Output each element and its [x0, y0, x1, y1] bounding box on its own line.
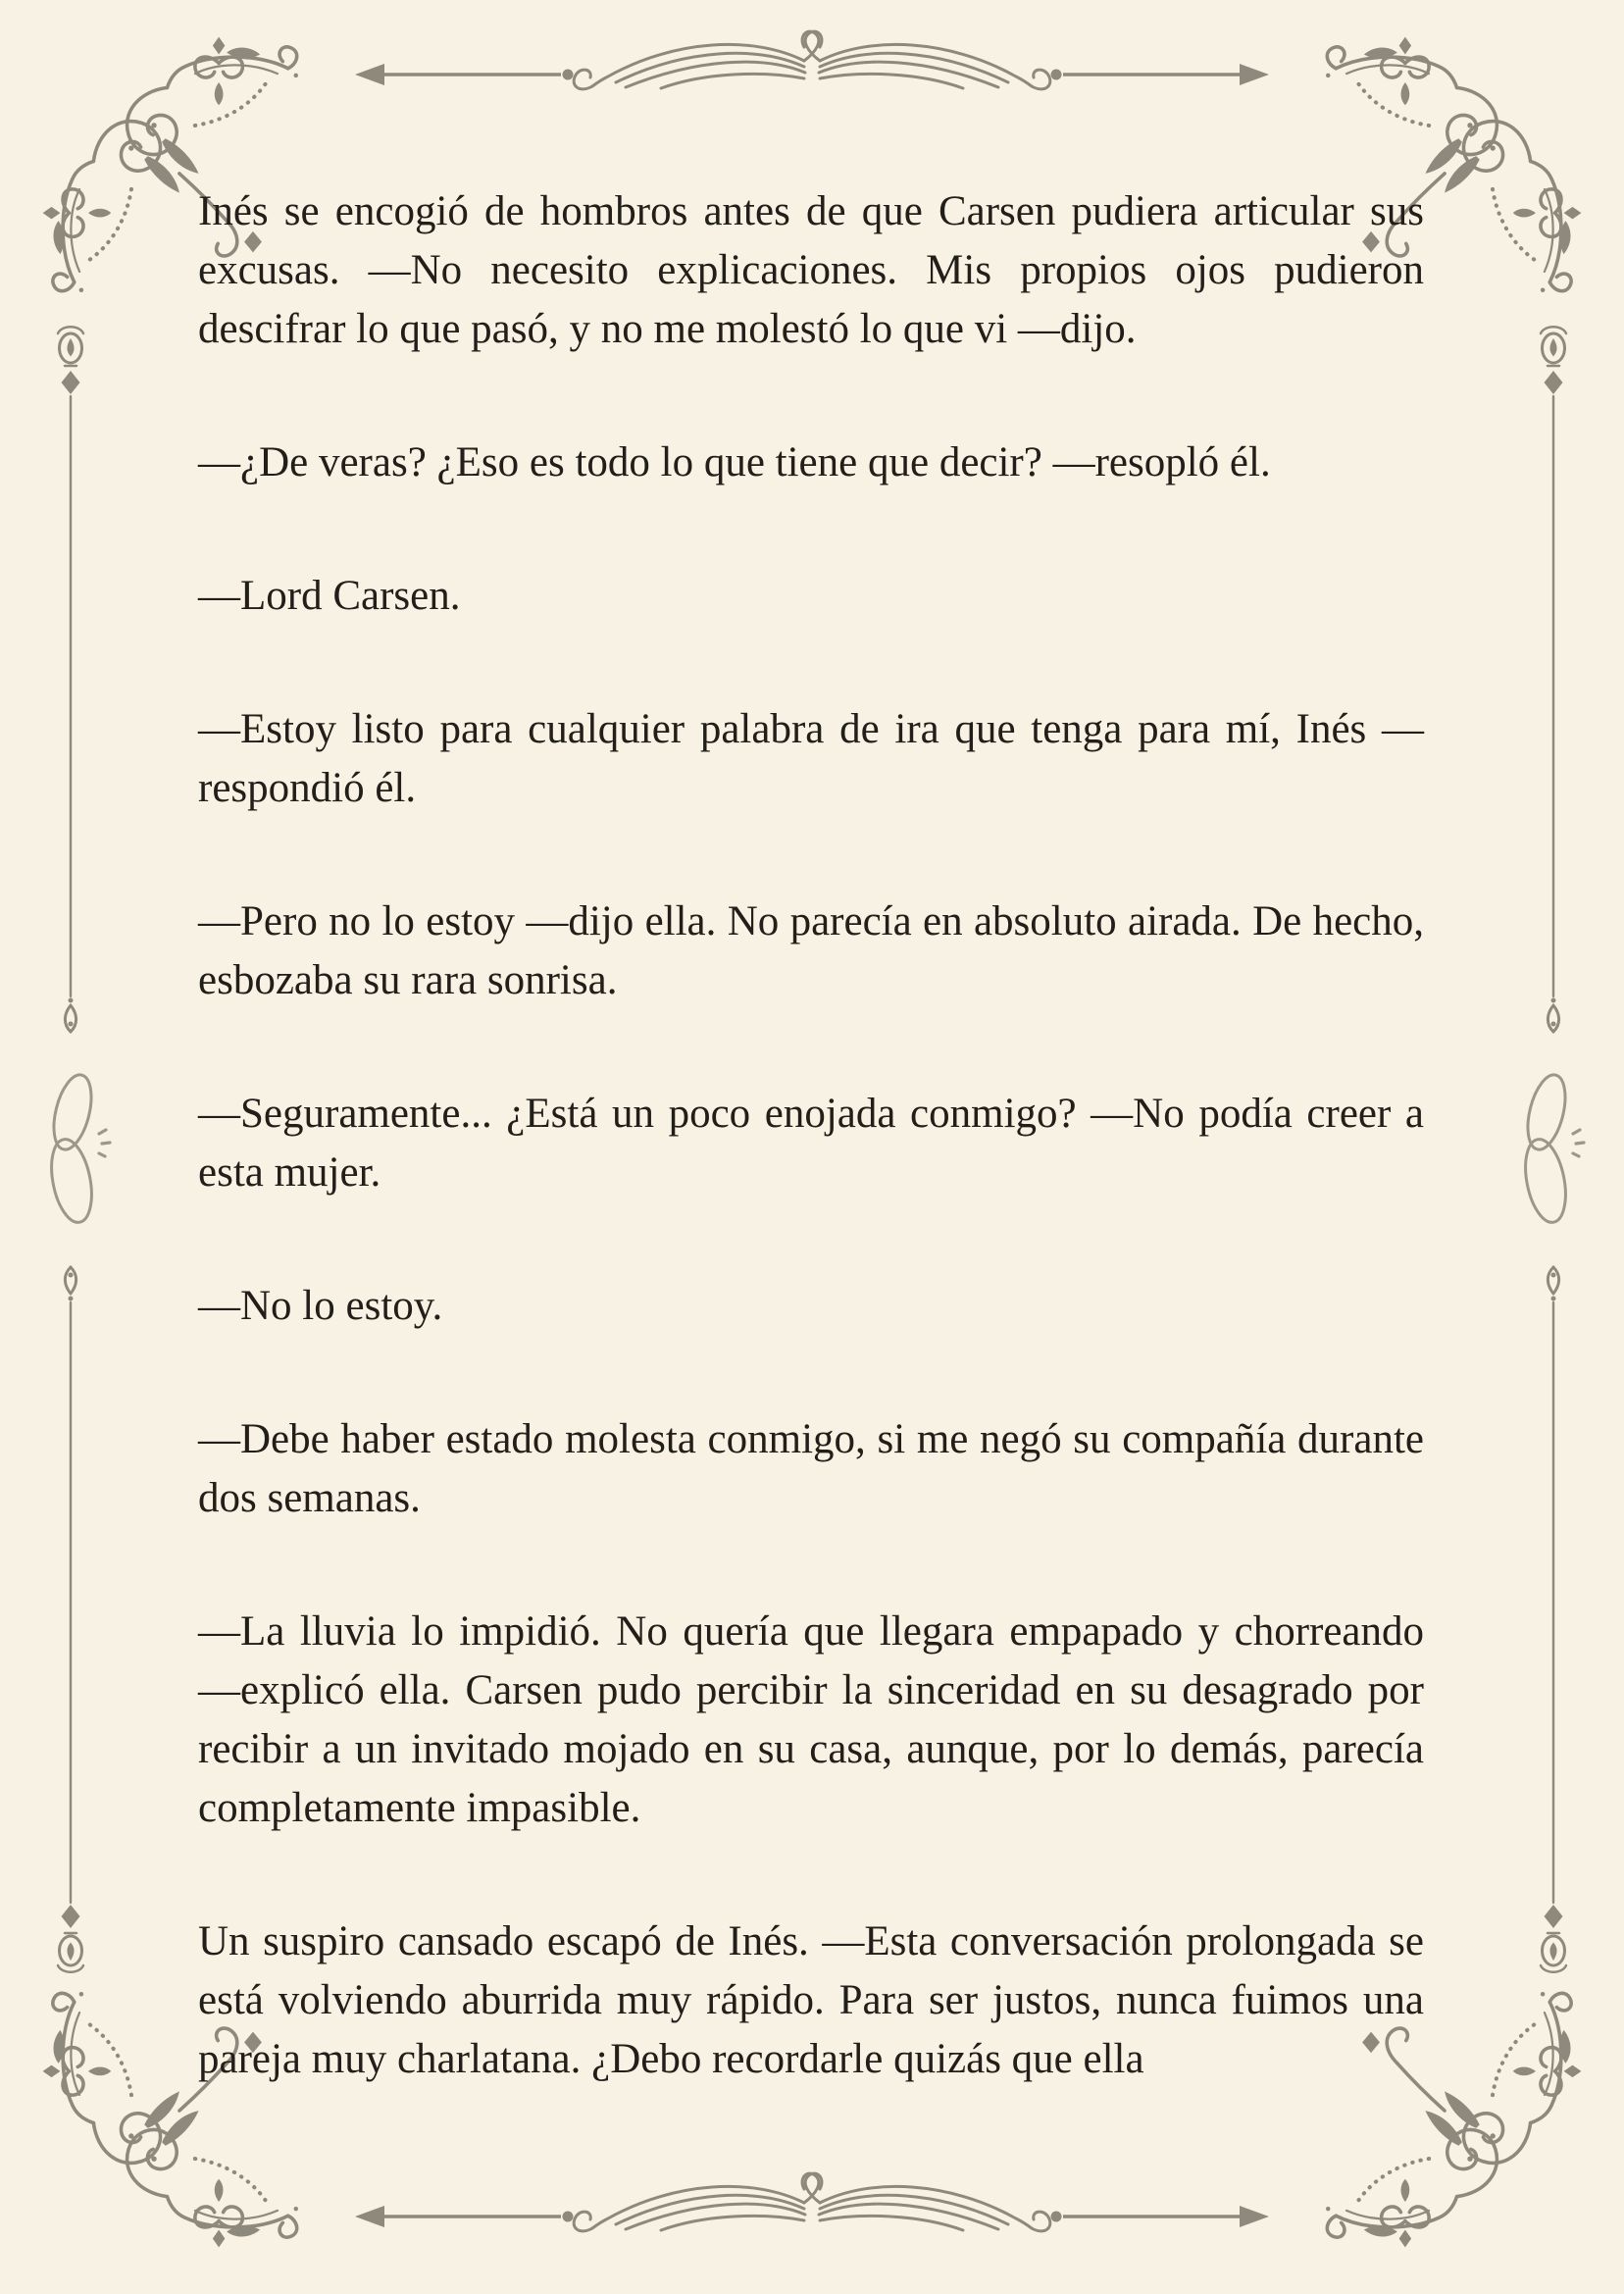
- paragraph: Inés se encogió de hombros antes de que Carsen pudiera articular sus excusas. —No necesito explicaciones. Mis propios ojos pudieron descifrar lo que pasó, y no me molestó lo que vi —dijo.: [198, 188, 1424, 352]
- paragraph: —¿De veras? ¿Eso es todo lo que tiene que decir? —resopló él.: [198, 439, 1271, 485]
- right-scroll-ornament: [1519, 1069, 1588, 1226]
- paragraph: —Lord Carsen.: [198, 573, 461, 619]
- right-top-rule-ornament: [1536, 322, 1571, 1044]
- paragraph: —Seguramente... ¿Está un poco enojada conmigo? —No podía creer a esta mujer.: [198, 1091, 1424, 1196]
- top-divider-ornament: [351, 27, 1273, 122]
- left-bottom-rule-ornament: [53, 1255, 88, 1977]
- paragraph: Un suspiro cansado escapó de Inés. —Esta conversación prolongada se está volviendo aburrida muy rápido. Para ser justos, nunca fuimos una pareja muy charlatana. ¿Debo recordarle quizás que ella: [198, 1918, 1424, 2082]
- paragraph: —Debe haber estado molesta conmigo, si me negó su compañía durante dos semanas.: [198, 1416, 1424, 1521]
- paragraph: —Pero no lo estoy —dijo ella. No parecía en absoluto airada. De hecho, esbozaba su rara sonrisa.: [198, 898, 1424, 1003]
- left-scroll-ornament: [45, 1069, 114, 1226]
- paragraph: —No lo estoy.: [198, 1283, 443, 1329]
- page-text: [198, 182, 1424, 2089]
- paragraph: —La lluvia lo impidió. No quería que llegara empapado y chorreando —explicó ella. Carsen pudo percibir la sinceridad en su desagrado por recibir a un invitado mojado en su casa, aunque, por lo demás, parecía completamente impasible.: [198, 1608, 1424, 1831]
- paragraph: —Estoy listo para cualquier palabra de ira que tenga para mí, Inés —respondió él.: [198, 706, 1424, 811]
- left-top-rule-ornament: [53, 322, 88, 1044]
- right-bottom-rule-ornament: [1536, 1255, 1571, 1977]
- bottom-divider-ornament: [351, 2169, 1273, 2264]
